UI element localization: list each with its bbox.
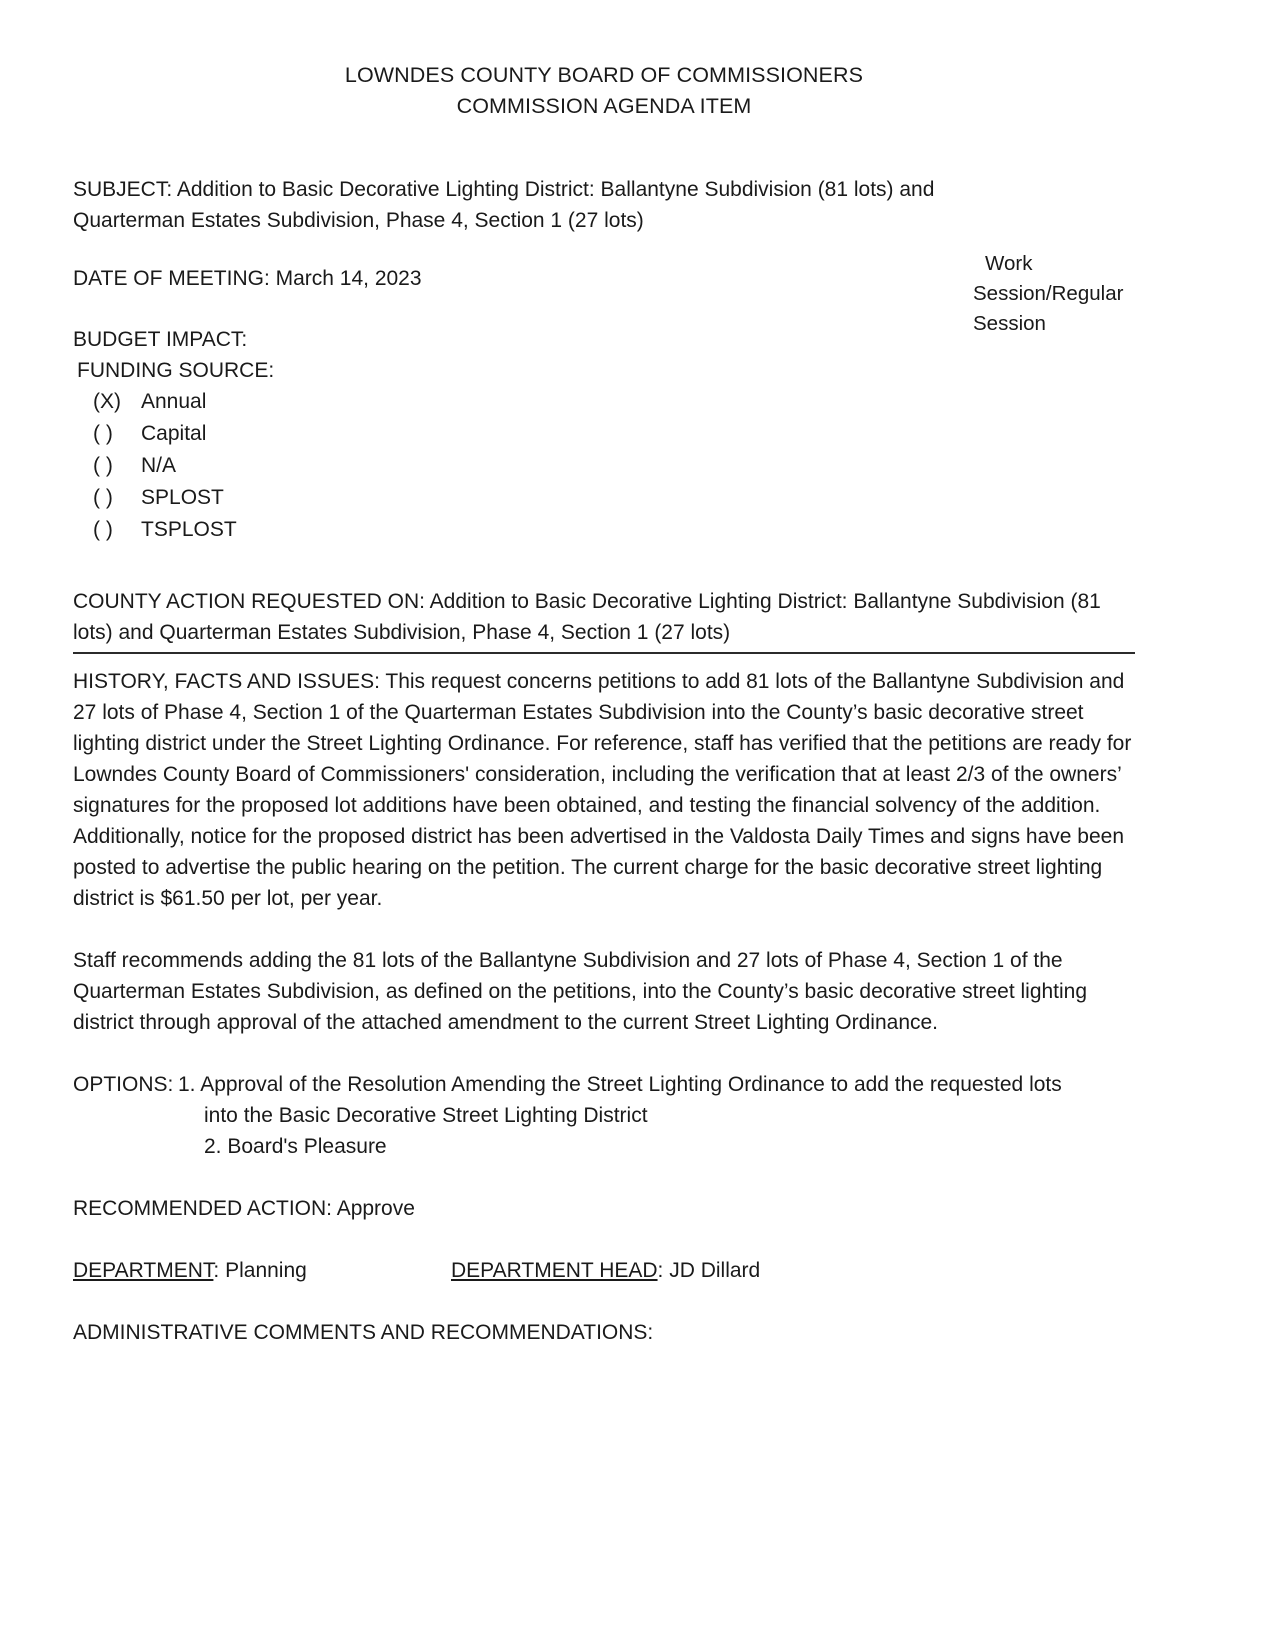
budget-impact-label: BUDGET IMPACT:: [73, 328, 248, 351]
funding-option-label: N/A: [141, 454, 177, 477]
recommended-action-text: RECOMMENDED ACTION: Approve: [73, 1197, 415, 1220]
checkbox-na[interactable]: ( ): [93, 454, 113, 477]
history-paragraph-2: Staff recommends adding the 81 lots of the Ballantyne Subdivision and 27 lots of Phase 4, Section 1 of the Quarterman Estates Subdivision, as defined on the petitions, into the County’s basic decorative street lighting district through approval of the attached amendment to the current Street Lighting Ordinance.: [73, 949, 1088, 1034]
document-header: [73, 60, 1135, 122]
checkbox-tsplost[interactable]: ( ): [93, 518, 113, 541]
funding-option-splost[interactable]: [93, 482, 1135, 514]
county-action-text: COUNTY ACTION REQUESTED ON: Addition to Basic Decorative Lighting District: Ballantyne Subdivision (81 lots) and Quarterman Estates Subdivision, Phase 4, Section 1 (27 lots): [73, 590, 1101, 644]
department-head-field: [451, 1255, 1135, 1286]
section-divider: [73, 652, 1135, 654]
department-head-label: DEPARTMENT HEAD: [451, 1259, 658, 1282]
funding-source-label: FUNDING SOURCE:: [77, 359, 275, 382]
meeting-date-text: DATE OF MEETING: March 14, 2023: [73, 267, 422, 290]
funding-option-capital[interactable]: [93, 418, 1135, 450]
department-field: [73, 1255, 451, 1286]
funding-option-na[interactable]: [93, 450, 1135, 482]
budget-section: [73, 324, 1135, 546]
options-label: OPTIONS:: [73, 1073, 174, 1096]
header-title-line-2: COMMISSION AGENDA ITEM: [456, 94, 752, 118]
history-paragraph-1: HISTORY, FACTS AND ISSUES: This request concerns petitions to add 81 lots of the Ballantyne Subdivision and 27 lots of Phase 4, Section 1 of the Quarterman Estates Subdivision into the County’s basic decorative street lighting district under the Street Lighting Ordinance. For reference, staff has verified that the petitions are ready for Lowndes County Board of Commissioners' consideration, including the verification that at least 2/3 of the owners’ signatures for the proposed lot additions have been obtained, and testing the financial solvency of the addition. Additionally, notice for the proposed district has been advertised in the Valdosta Daily Times and signs have been posted to advertise the public hearing on the petition. The current charge for the basic decorative street lighting district is $61.50 per lot, per year.: [73, 670, 1132, 910]
header-title-line-1: LOWNDES COUNTY BOARD OF COMMISSIONERS: [344, 63, 864, 87]
administrative-comments-label: ADMINISTRATIVE COMMENTS AND RECOMMENDATIONS:: [73, 1321, 654, 1344]
document-content: [73, 60, 1135, 1348]
funding-option-label: Annual: [141, 390, 207, 413]
checkbox-annual[interactable]: (X): [93, 390, 121, 413]
option-item-1-line-1: 1. Approval of the Resolution Amending the Street Lighting Ordinance to add the requested lots: [178, 1073, 1062, 1096]
subject-text: SUBJECT: Addition to Basic Decorative Lighting District: Ballantyne Subdivision (81 lots) and Quarterman Estates Subdivision, Phase 4, Section 1 (27 lots): [73, 178, 935, 232]
department-head-value: : JD Dillard: [657, 1259, 761, 1282]
option-item-2: 2. Board's Pleasure: [204, 1135, 387, 1158]
department-value: : Planning: [213, 1259, 307, 1282]
checkbox-splost[interactable]: ( ): [93, 486, 113, 509]
options-section: [73, 1069, 1135, 1162]
funding-source-list: [73, 386, 1135, 546]
history-section: [73, 666, 1135, 1038]
session-note-line-3: Session: [973, 312, 1046, 335]
funding-option-annual[interactable]: [93, 386, 1135, 418]
department-row: [73, 1255, 1135, 1286]
meeting-date-row: [73, 252, 1135, 335]
checkbox-capital[interactable]: ( ): [93, 422, 113, 445]
funding-option-tsplost[interactable]: [93, 514, 1135, 546]
department-label: DEPARTMENT: [73, 1259, 214, 1282]
funding-option-label: SPLOST: [141, 486, 224, 509]
session-note-line-1: Work: [985, 252, 1033, 275]
funding-option-label: Capital: [141, 422, 207, 445]
session-note: [973, 249, 1173, 339]
option-item-1-line-2: into the Basic Decorative Street Lighting District: [204, 1104, 648, 1127]
funding-option-label: TSPLOST: [141, 518, 237, 541]
session-note-line-2: Session/Regular: [973, 282, 1124, 305]
options-list: [178, 1069, 1135, 1162]
